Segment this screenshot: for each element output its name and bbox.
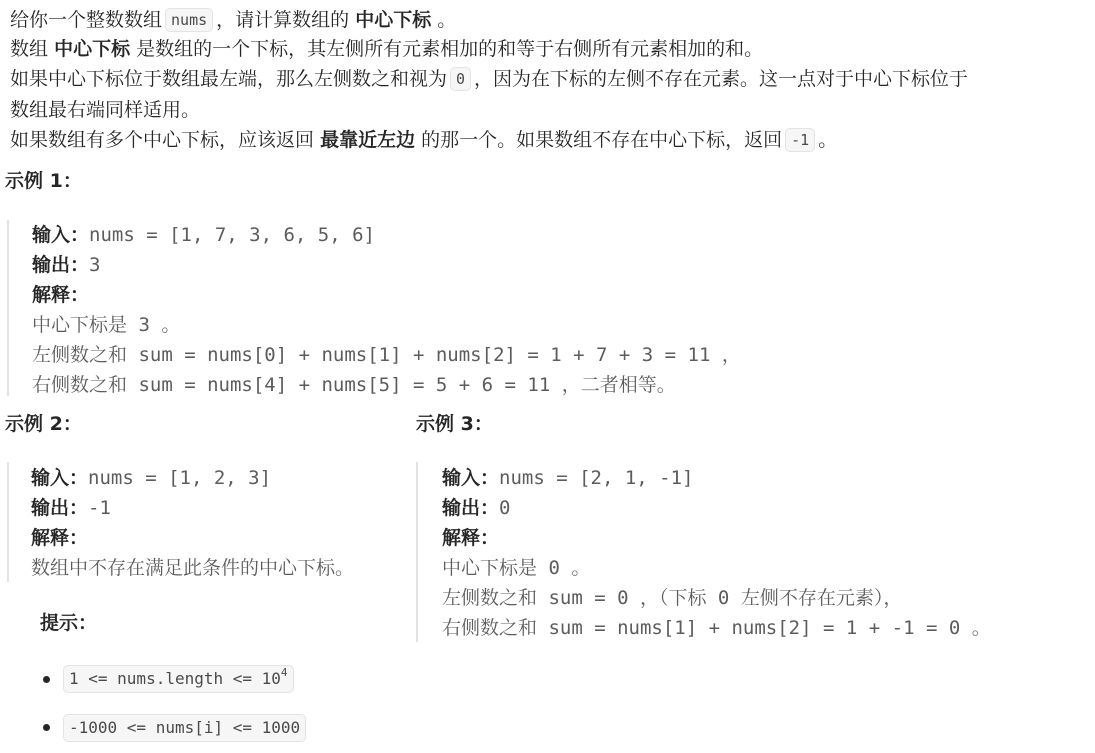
example-2-block (31, 463, 354, 583)
explain-text: 中心下标是 (32, 314, 128, 336)
bullet-icon (43, 676, 50, 683)
example-1-quote-bar (7, 220, 9, 396)
explain-text: （下标 (658, 587, 707, 609)
inline-code: nums (165, 8, 213, 32)
hints-heading: 提示： (40, 612, 98, 634)
output-label: 输出： (32, 254, 90, 276)
intro-text: 数组最右端同样适用。 (10, 99, 201, 121)
example-2-output: -1 (88, 497, 111, 519)
example-1-block (32, 220, 741, 400)
intro-text: ，请计算数组的 (216, 9, 350, 31)
example-1-heading: 示例 1： (5, 170, 82, 192)
explain-text: 中心下标是 (442, 557, 538, 579)
intro-line-4 (10, 95, 200, 125)
example-3-input: nums = [2, 1, -1] (499, 467, 694, 489)
example-2-input: nums = [1, 2, 3] (88, 467, 272, 489)
explain-code: sum = nums[0] + nums[1] + nums[2] = 1 + 7 + 3 = 11 ， (127, 344, 741, 366)
constraint-text: 1 <= nums.length <= 10 (69, 669, 281, 688)
example-2-heading: 示例 2： (5, 413, 82, 435)
example-3-heading: 示例 3： (416, 413, 493, 435)
example-3-output: 0 (499, 497, 511, 519)
example-1-input: nums = [1, 7, 3, 6, 5, 6] (89, 224, 375, 246)
intro-text: 。 (437, 9, 457, 31)
intro-text: 如果中心下标位于数组最左端，那么左侧数之和视为 (10, 68, 448, 90)
example-1-output: 3 (89, 254, 101, 276)
intro-text: 给你一个整数数组 (10, 9, 163, 31)
intro-line-3 (10, 64, 968, 94)
explain-label: 解释： (442, 527, 500, 549)
explain-code: 0 。 (537, 557, 591, 579)
input-label: 输入： (31, 467, 89, 489)
intro-text: 。 (818, 129, 838, 151)
explain-text: 数组中不存在满足此条件的中心下标。 (31, 557, 355, 579)
explain-text: 右侧数之和 (32, 374, 128, 396)
explain-code: 0 (706, 587, 741, 609)
intro-text: ，因为在下标的左侧不存在元素。这一点对于中心下标位于 (474, 68, 969, 90)
bullet-icon (43, 724, 50, 731)
intro-text: 的那一个。如果数组不存在中心下标，返回 (421, 129, 783, 151)
bold-term: 最靠近左边 (320, 129, 416, 151)
inline-code: -1 (785, 128, 815, 152)
constraint-range (63, 714, 306, 742)
intro-line-5 (10, 125, 837, 155)
input-label: 输入： (32, 224, 90, 246)
constraint-length (63, 665, 294, 693)
example-2-quote-bar (7, 462, 9, 582)
intro-text: 是数组的一个下标，其左侧所有元素相加的和等于右侧所有元素相加的和。 (136, 38, 764, 60)
explain-code: sum = nums[1] + nums[2] = 1 + -1 = 0 。 (537, 617, 991, 639)
explain-code: sum = 0 ， (537, 587, 659, 609)
constraint-exponent: 4 (280, 666, 288, 679)
intro-line-2 (10, 34, 763, 64)
explain-text: 左侧数之和 (32, 344, 128, 366)
example-3-block (442, 463, 991, 643)
explain-text: 左侧数之和 (442, 587, 538, 609)
explain-code: 3 。 (127, 314, 181, 336)
intro-line-1 (10, 5, 456, 35)
intro-text: 如果数组有多个中心下标，应该返回 (10, 129, 315, 151)
explain-label: 解释： (32, 284, 90, 306)
explain-text: 右侧数之和 (442, 617, 538, 639)
explain-code: sum = nums[4] + nums[5] = 5 + 6 = 11 ， (127, 374, 581, 396)
output-label: 输出： (31, 497, 89, 519)
example-3-quote-bar (416, 462, 418, 642)
constraint-text: -1000 <= nums[i] <= 1000 (69, 718, 301, 737)
input-label: 输入： (442, 467, 500, 489)
inline-code: 0 (450, 67, 471, 91)
intro-text: 数组 (10, 38, 49, 60)
output-label: 输出： (442, 497, 500, 519)
bold-term: 中心下标 (355, 9, 432, 31)
explain-text: 二者相等。 (580, 374, 676, 396)
explain-text: 左侧不存在元素）， (740, 587, 903, 609)
bold-term: 中心下标 (54, 38, 131, 60)
explain-label: 解释： (31, 527, 89, 549)
